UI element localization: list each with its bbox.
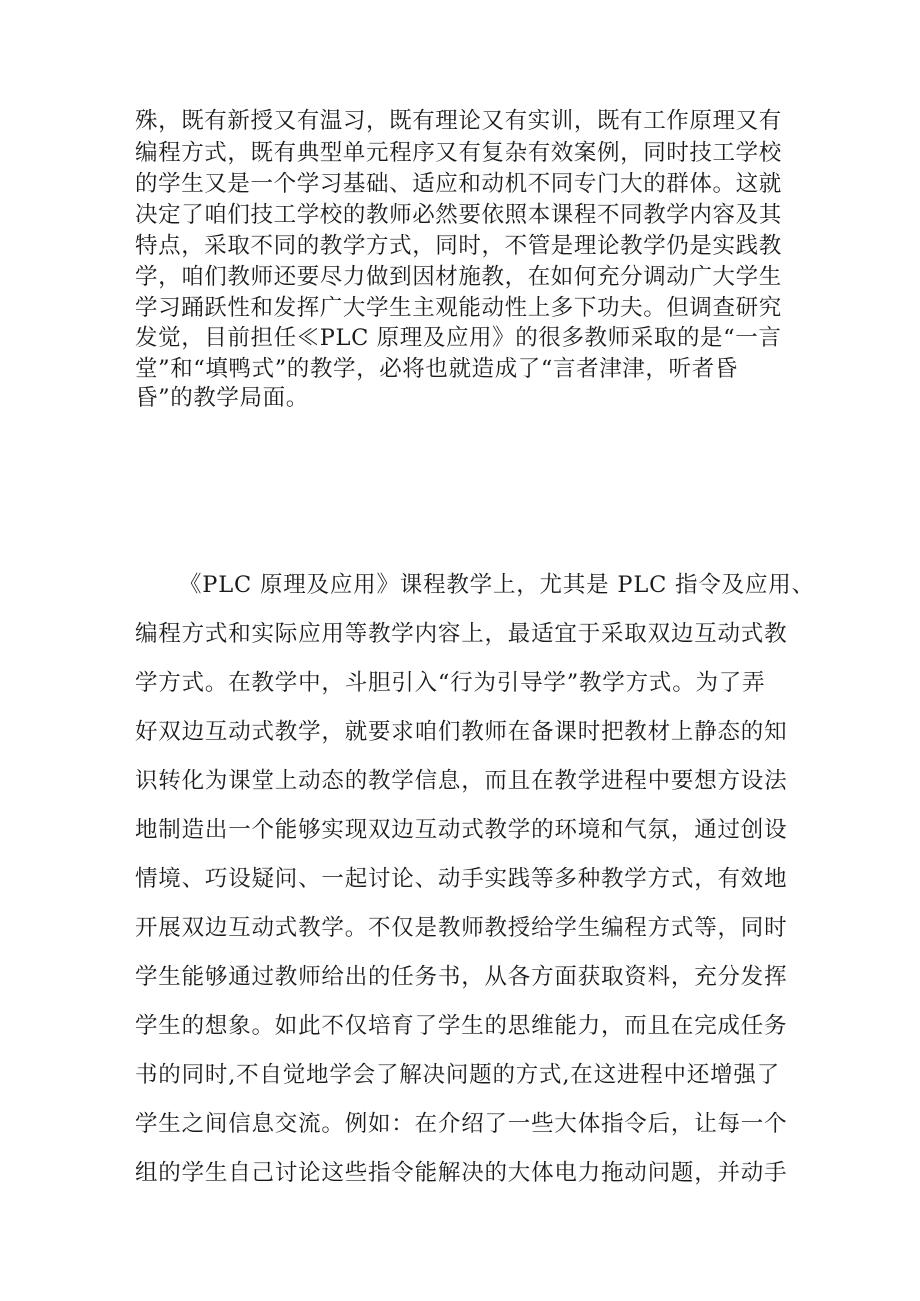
text-line: 编程方式和实际应用等教学内容上，最适宜于采取双边互动式教 xyxy=(135,621,788,647)
text-line: 识转化为课堂上动态的教学信息，而且在教学进程中要想方设法 xyxy=(135,768,788,794)
text-line: 情境、巧设疑问、一起讨论、动手实践等多种教学方式，有效地 xyxy=(135,866,788,892)
text-line: 组的学生自己讨论这些指令能解决的大体电力拖动问题，并动手 xyxy=(135,1160,788,1186)
text-line: 学生之间信息交流。例如：在介绍了一些大体指令后，让每一个 xyxy=(135,1111,788,1137)
text-line: 书的同时,不自觉地学会了解决问题的方式,在这进程中还增强了 xyxy=(135,1062,781,1088)
text-line: 发觉，目前担任≪PLC 原理及应用》的很多教师采取的是“一言 xyxy=(135,325,782,351)
text-line: 学，咱们教师还要尽力做到因材施教，在如何充分调动广大学生 xyxy=(135,264,782,290)
text-line: 好双边互动式教学，就要求咱们教师在备课时把教材上静态的知 xyxy=(135,719,788,745)
text-line: 地制造出一个能够实现双边互动式教学的环境和气氛，通过创设 xyxy=(135,817,788,843)
text-line: 特点，采取不同的教学方式，同时，不管是理论教学仍是实践教 xyxy=(135,233,782,259)
text-line: 昏”的教学局面。 xyxy=(135,385,309,411)
text-line: 殊，既有新授又有温习，既有理论又有实训，既有工作原理又有 xyxy=(135,108,782,134)
text-line: 开展双边互动式教学。不仅是教师教授给学生编程方式等，同时 xyxy=(135,915,788,941)
text-line: 的学生又是一个学习基础、适应和动机不同专门大的群体。这就 xyxy=(135,171,782,197)
text-line: 堂”和“填鸭式”的教学，必将也就造成了“言者津津，听者昏 xyxy=(135,356,738,382)
text-line: 学方式。在教学中，斗胆引入“行为引导学”教学方式。为了弄 xyxy=(135,670,766,696)
text-line: 编程方式，既有典型单元程序又有复杂有效案例，同时技工学校 xyxy=(135,140,782,166)
text-line: 学生的想象。如此不仅培育了学生的思维能力，而且在完成任务 xyxy=(135,1013,788,1039)
text-line: 决定了咱们技工学校的教师必然要依照本课程不同教学内容及其 xyxy=(135,202,782,228)
text-line: 学习踊跃性和发挥广大学生主观能动性上多下功夫。但调查研究 xyxy=(135,295,782,321)
text-line: 《PLC 原理及应用》课程教学上，尤其是 PLC 指令及应用、 xyxy=(179,572,815,598)
text-line: 学生能够通过教师给出的任务书，从各方面获取资料，充分发挥 xyxy=(135,964,788,990)
